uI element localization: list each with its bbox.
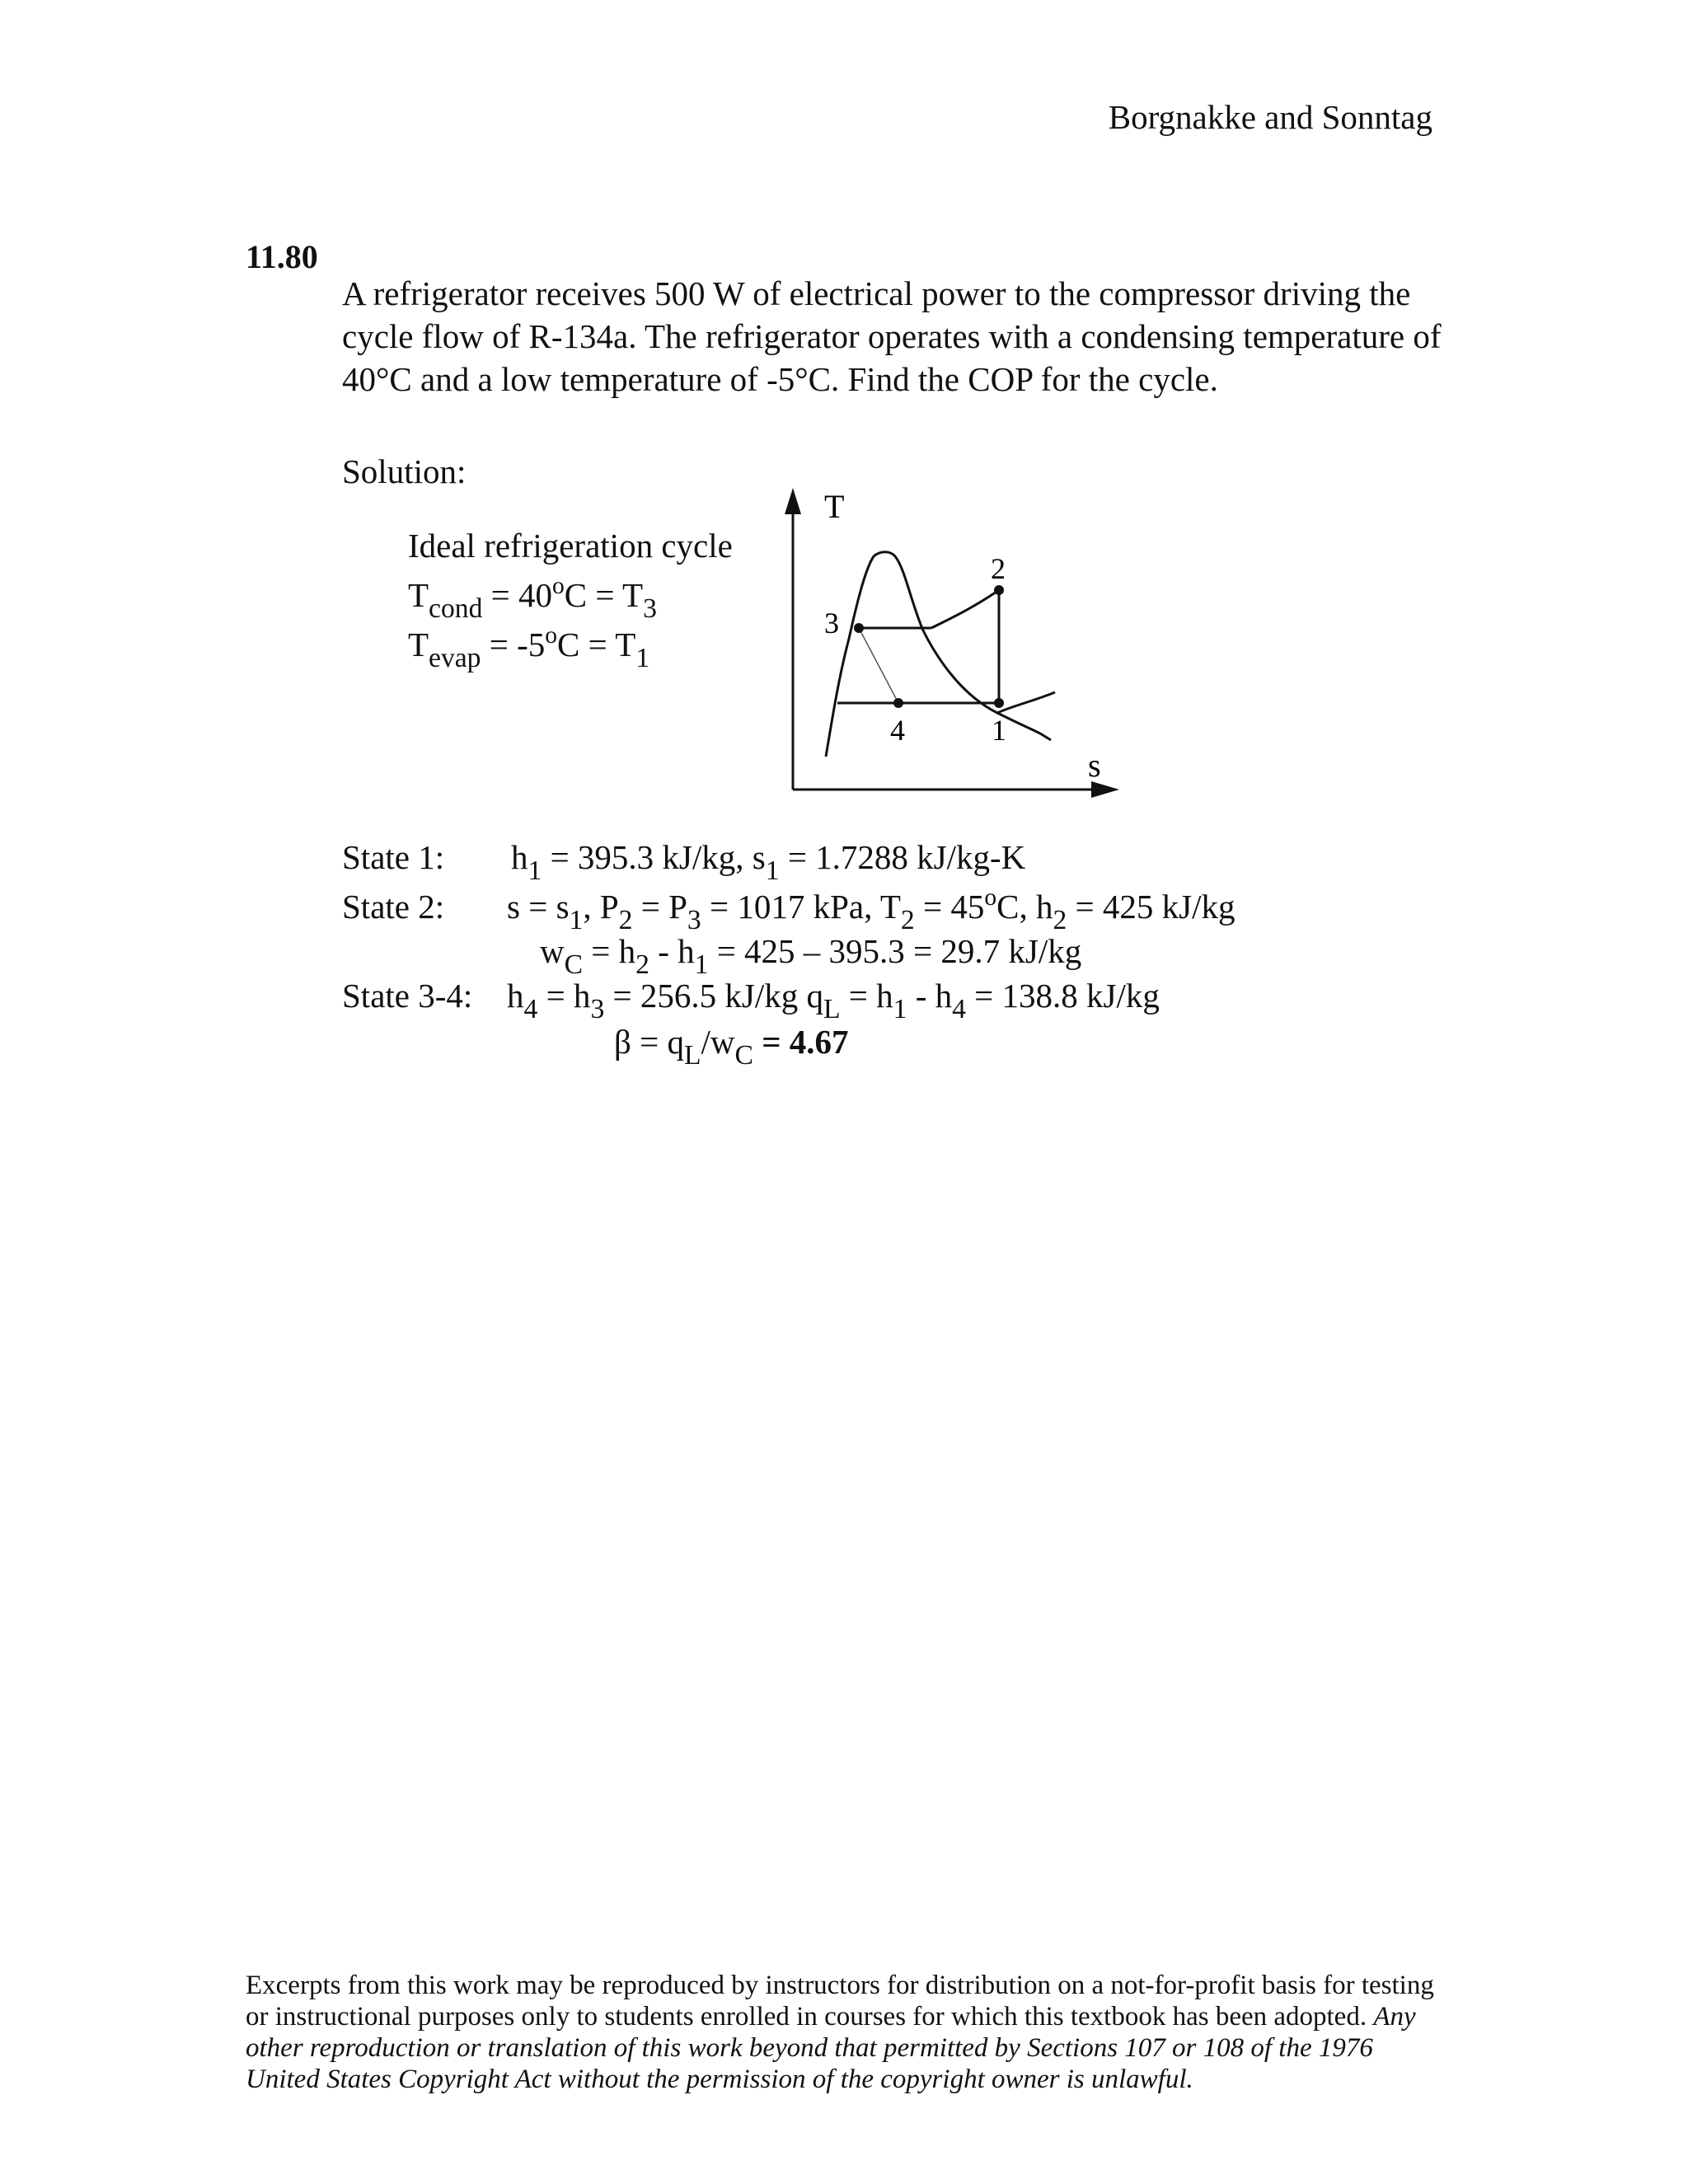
given-tcond: $T_{cond} = 40^oC = T_3$ [408,572,657,624]
t-axis-label: T [824,488,845,525]
throttle-line [859,628,898,703]
given-cycle-type: Ideal refrigeration cycle [408,527,733,565]
state-label-2: 2 [991,552,1006,585]
state-34-equation: $h_4 = h_3 = 256.5$ kJ/kg $q_L = h_1 - h_4 = 138.8$ kJ/kg [507,977,1160,1024]
state-1-equation: $h_1 = 395.3$ kJ/kg, $s_1 = 1.7288$ kJ/kg-K [511,838,1026,886]
state-34-label: State 3-4: [342,977,473,1015]
problem-number: 11.80 [246,238,318,275]
state-label-3: 3 [824,607,839,640]
copyright-footer: Excerpts from this work may be reproduced by instructors for distribution on a not-for-profit basis for testing or instructional purposes only to students enrolled in courses for which this textbook has been adopted. Any other reproduction or translation of this work beyond that permitted by Sections 107 or 108 of the 1976 United States Copyright Act without the permission of the copyright owner is unlawful. [246,1971,1434,2094]
saturation-dome [826,552,1051,757]
cop-value: = 4.67 [753,1023,849,1061]
s-axis-label: s [1088,747,1101,784]
solution-heading: Solution: [342,452,467,490]
state-2-equation: $s = s_1$, $P_2 = P_3 = 1017$ kPa, $T_2 = 45^oC$, $h_2 = 425$ kJ/kg [507,883,1236,935]
state-2-label: State 2: [342,888,445,926]
state-label-1: 1 [992,714,1006,747]
compressor-work-equation: $w_C = h_2 - h_1 = 425 - 395.3 = 29.7$ kJ/kg [540,932,1082,980]
problem-statement: A refrigerator receives 500 W of electrical power to the compressor driving the cycle flow of R-134a. The refrigerator operates with a condensing temperature of 40°C and a low temperature of -5°C. Find the COP for the cycle. [342,274,1442,398]
state-label-4: 4 [890,714,905,747]
given-tevap: $T_{evap} = -5^oC = T_1$ [408,621,650,673]
state-point-1 [994,698,1004,708]
state-point-2 [994,585,1004,595]
desuperheat-line [931,590,999,628]
page-header-authors: Borgnakke and Sonntag [1108,98,1432,136]
state-point-4 [893,698,903,708]
state-1-label: State 1: [342,838,445,876]
s-axis-arrow [1091,781,1119,798]
superheat-line [997,692,1055,713]
cop-equation: $\beta = q_L/w_C = 4.67$ [614,1023,849,1071]
t-axis-arrow [785,488,801,514]
ts-diagram [775,486,1137,808]
state-point-3 [854,623,864,633]
